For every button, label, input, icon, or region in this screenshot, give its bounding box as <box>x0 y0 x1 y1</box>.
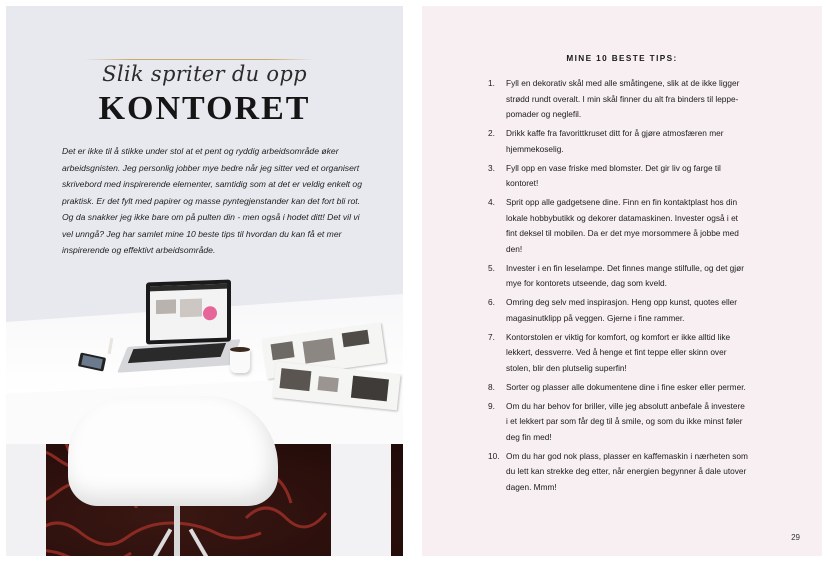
tip-text: Om du har god nok plass, plasser en kaffemaskin i nærheten som du lett kan strekke deg etter, når energien begynner å dale utover dagen. Mmm! <box>506 450 748 492</box>
desk-leg <box>331 431 391 556</box>
tips-heading: MINE 10 BESTE TIPS: <box>566 54 678 63</box>
tip-number: 9. <box>488 400 495 411</box>
tip-text: Om du har behov for briller, ville jeg absolutt anbefale å investere i et lekkert par som får deg til å smile, og som du ikke minst føler deg fin med! <box>506 400 745 442</box>
tip-text: Sprit opp alle gadgetsene dine. Finn en fin kontaktplast hos din lokale hobbybutikk og dekorer datamaskinen. Invester også i et fint deksel til mobilen. Da er det mye morsommere å jobbe med den! <box>506 197 739 254</box>
tip-number: 4. <box>488 197 495 207</box>
tip-text: Sorter og plasser alle dokumentene dine i fine esker eller permer. <box>506 381 746 392</box>
tip-number: 7. <box>488 331 495 342</box>
page-number: 29 <box>791 533 800 542</box>
tip-text: Fyll opp en vase friske med blomster. Det gir liv og farge til kontoret! <box>506 162 721 188</box>
white-chair <box>68 396 278 506</box>
tip-item <box>488 126 748 157</box>
tip-number: 6. <box>488 297 495 307</box>
tip-item <box>488 449 748 496</box>
laptop-screen <box>146 280 231 345</box>
coffee-mug <box>230 349 250 373</box>
tip-number: 8. <box>488 381 495 392</box>
main-title: KONTORET <box>98 90 311 127</box>
tip-number: 2. <box>488 128 495 138</box>
tip-number: 5. <box>488 262 495 273</box>
left-page <box>6 6 403 556</box>
right-page <box>422 6 822 556</box>
tip-text: Fyll en dekorativ skål med alle småtingene, slik at de ikke ligger strødd rundt overalt. I min skål finner du alt fra binders til leppe-pomader og neglefil. <box>506 78 740 119</box>
tip-item <box>488 295 748 326</box>
tip-text: Invester i en fin leselampe. Det finnes mange stilfulle, og det gjør mye for kontorets utseende, dag som kveld. <box>506 262 744 288</box>
tips-list <box>488 76 748 499</box>
tip-number: 10. <box>488 450 500 461</box>
script-title: Slik spriter du opp <box>102 62 307 86</box>
tip-number: 1. <box>488 78 495 88</box>
tip-item <box>488 261 748 292</box>
tip-text: Omring deg selv med inspirasjon. Heng opp kunst, quotes eller magasinutklipp på veggen. Gjerne i fine rammer. <box>506 297 738 323</box>
tip-number: 3. <box>488 162 495 173</box>
intro-paragraph: Det er ikke til å stikke under stol at et pent og ryddig arbeidsområde øker arbeidsgnisten. Jeg personlig jobber mye bedre når jeg sitter ved et organisert skrivebord med inspirerende elementer, samtidig som at det er veldig enkelt og praktisk. Er det fylt med papirer og masse pyntegjenstander kan det fort bli rot. Og da snakker jeg ikke bare om på pulten din - men også i hodet ditt! Det vil vi vel unngå? Jeg har samlet mine 10 beste tips til hvordan du kan få et mer inspirerende og effektivt arbeidsområde. <box>62 146 362 255</box>
gold-divider <box>84 59 314 60</box>
tip-item <box>488 195 748 257</box>
tip-text: Kontorstolen er viktig for komfort, og komfort er ikke alltid like lekkert, dessverre. Ved å henge et fint teppe eller skinn over stolen, blir den plutselig superfin! <box>506 331 731 373</box>
tip-item <box>488 76 748 123</box>
tip-item <box>488 330 748 377</box>
tip-item <box>488 380 748 396</box>
tip-item <box>488 161 748 192</box>
tip-text: Drikk kaffe fra favorittkruset ditt for å gjøre atmosfæren mer hjemmekoselig. <box>506 128 724 154</box>
tip-item <box>488 399 748 446</box>
